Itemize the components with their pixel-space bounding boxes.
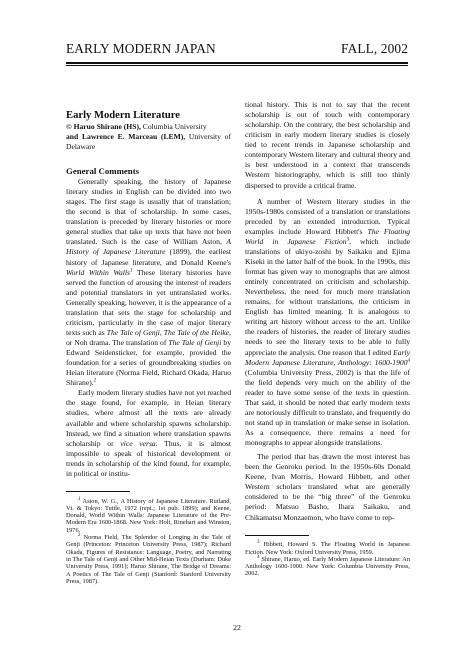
footnote-3: $^3$ Hibbett, Howard S. The Floating World in Japanese Fiction. New York: Oxford University Press, 1959. [245,540,410,556]
author-1: © Haruo Shirane (HS), [66,122,141,131]
header-rule [66,62,408,64]
journal-title: EARLY MODERN JAPAN [66,41,216,56]
paragraph: The period that has drawn the most interest has been the Genroku period. In the 1950s-60s Donald Keene, Ivan Morris, Howard Hibbett, and other Western scholars translated what are generally considered to be the “big three” of the Genroku period: Matsuo Basho, Ihara Saikaku, and Chikamatsu Monzaemon, who have come to rep- [245,452,410,522]
right-column [245,100,410,578]
footnote-1: $^1$ Aston, W. G., A History of Japanese Literature. Rutland, Vt. & Tokyo: Tuttle, 1972 (rept.; 1st pub. 1899); and Keene, Donald, World Within Walls: Japanese Literature of the Pre-Modern Era 1600-1868. New York: Holt, Rinehart and Winston, 1976. [66,496,231,534]
author-1-affiliation: Columbia University [140,122,207,131]
footnotes [66,498,231,586]
article-title: Early Modern Literature [66,110,180,121]
header-rule-thin [66,65,408,66]
footnotes [245,541,410,577]
left-column [66,99,231,585]
footnote-2: $^2$ Norma Field, The Splendor of Longing in the Tale of Genji (Princeton: Princeton University Press, 1987); Richard Okada, Figures of Resistance: Language, Poetry, and Narrating in The Tale of Genji and Other Mid-Heian Texts (Durham: Duke University Press, 1991); Haruo Shirane, The Bridge of Dreams: A Poetics of The Tale of Genji (Stanford: Stanford University Press, 1987). [66,532,231,585]
page-number: 22 [233,623,241,632]
footnote-4: $^4$ Shirane, Haruo, ed. Early Modern Japanese Literature: An Anthology 1600-1900. New York: Columbia University Press, 2002. [245,554,410,578]
author-2: and Lawrence E. Marceau (LEM), [66,132,186,141]
paragraph: Early modern literary studies have not yet reached the stage found, for example, in Heian literary studies, where almost all the texts are already available and where scholarship spawns scholarship. Instead, we find a situation where translation spawns scholarship or vice versa. Thus, it is almost impossible to speak of historical development or trends in scholarship of the kind found, for example, in political or institu- [66,388,231,478]
running-header [66,41,408,57]
paragraph: A number of Western literary studies in the 1950s-1980s consisted of a translation or translations preceded by an extended introduction. Typical examples include Howard Hibbett's The Floating World in Japanese Fiction$^3$, which include translations of ukiyo-zoshi by Saikaku and Ejima Kiseki in the latter half of the book. In the 1990s, this format has given way to monographs that are almost entirely concentrated on criticism and scholarship. Nevertheless, the need for much more translation remains, for without translations, the criticism in English has limited meaning. It is analogous to writing art history without access to the art. Unlike the readers of histories, the reader of literary studies needs to see the literary texts to be able to fully appreciate the analysis. One reason that I edited Early Modern Japanese Literature, Anthology: 1600-1900$^4$ (Columbia University Press, 2002) is that the life of the field depends very much on the ability of the reader to have some sense of the texts in question. That said, it should be noted that early modern texts are notoriously difficult to translate, and frequently do not stand up in translation or make sense in isolation. As a consequence, there remains a need for monographs to appear alongside translations. [245,196,411,448]
section-heading: General Comments [66,166,140,176]
issue-date: FALL, 2002 [341,41,408,56]
article-authors [66,122,231,152]
paragraph: Generally speaking, the history of Japanese literary studies in English can be divided into two stages. The first stage is usually that of translation; the second is that of scholarship. In some cases, translation is preceded by literary histories or more general studies that take up texts that have not been translated. Such is the case of William Aston, A History of Japanese Literature (1899), the earliest history of Japanese literature, and Donald Keene's World Within Walls$^1$ These literary histories have served the function of arousing the interest of readers and potential translators in yet untranslated works. Generally speaking, however, it is the appearance of a translation that sets the stage for scholarship and criticism, particularly in the case of major literary texts such as The Tale of Genji, The Tale of the Heike, or Noh drama. The translation of The Tale of Genji by Edward Seidensticker, for example, provided the foundation for a series of groundbreaking studies on Heian literature (Norma Field, Richard Okada, Haruo Shirane).$^2$ [66,177,232,388]
author-2-affiliation: University of Delaware [66,132,231,151]
paragraph: tional history. This is not to say that the recent scholarship is out of touch with contemporary scholarship. On the contrary, the best scholarship and criticism in early modern literary studies is closely tied to recent trends in Japanese scholarship and contemporary Western literary and cultural theory and is best understood in a context that transcends Western historiography, which is still too thinly dispersed to provide a critical frame. [245,100,410,190]
